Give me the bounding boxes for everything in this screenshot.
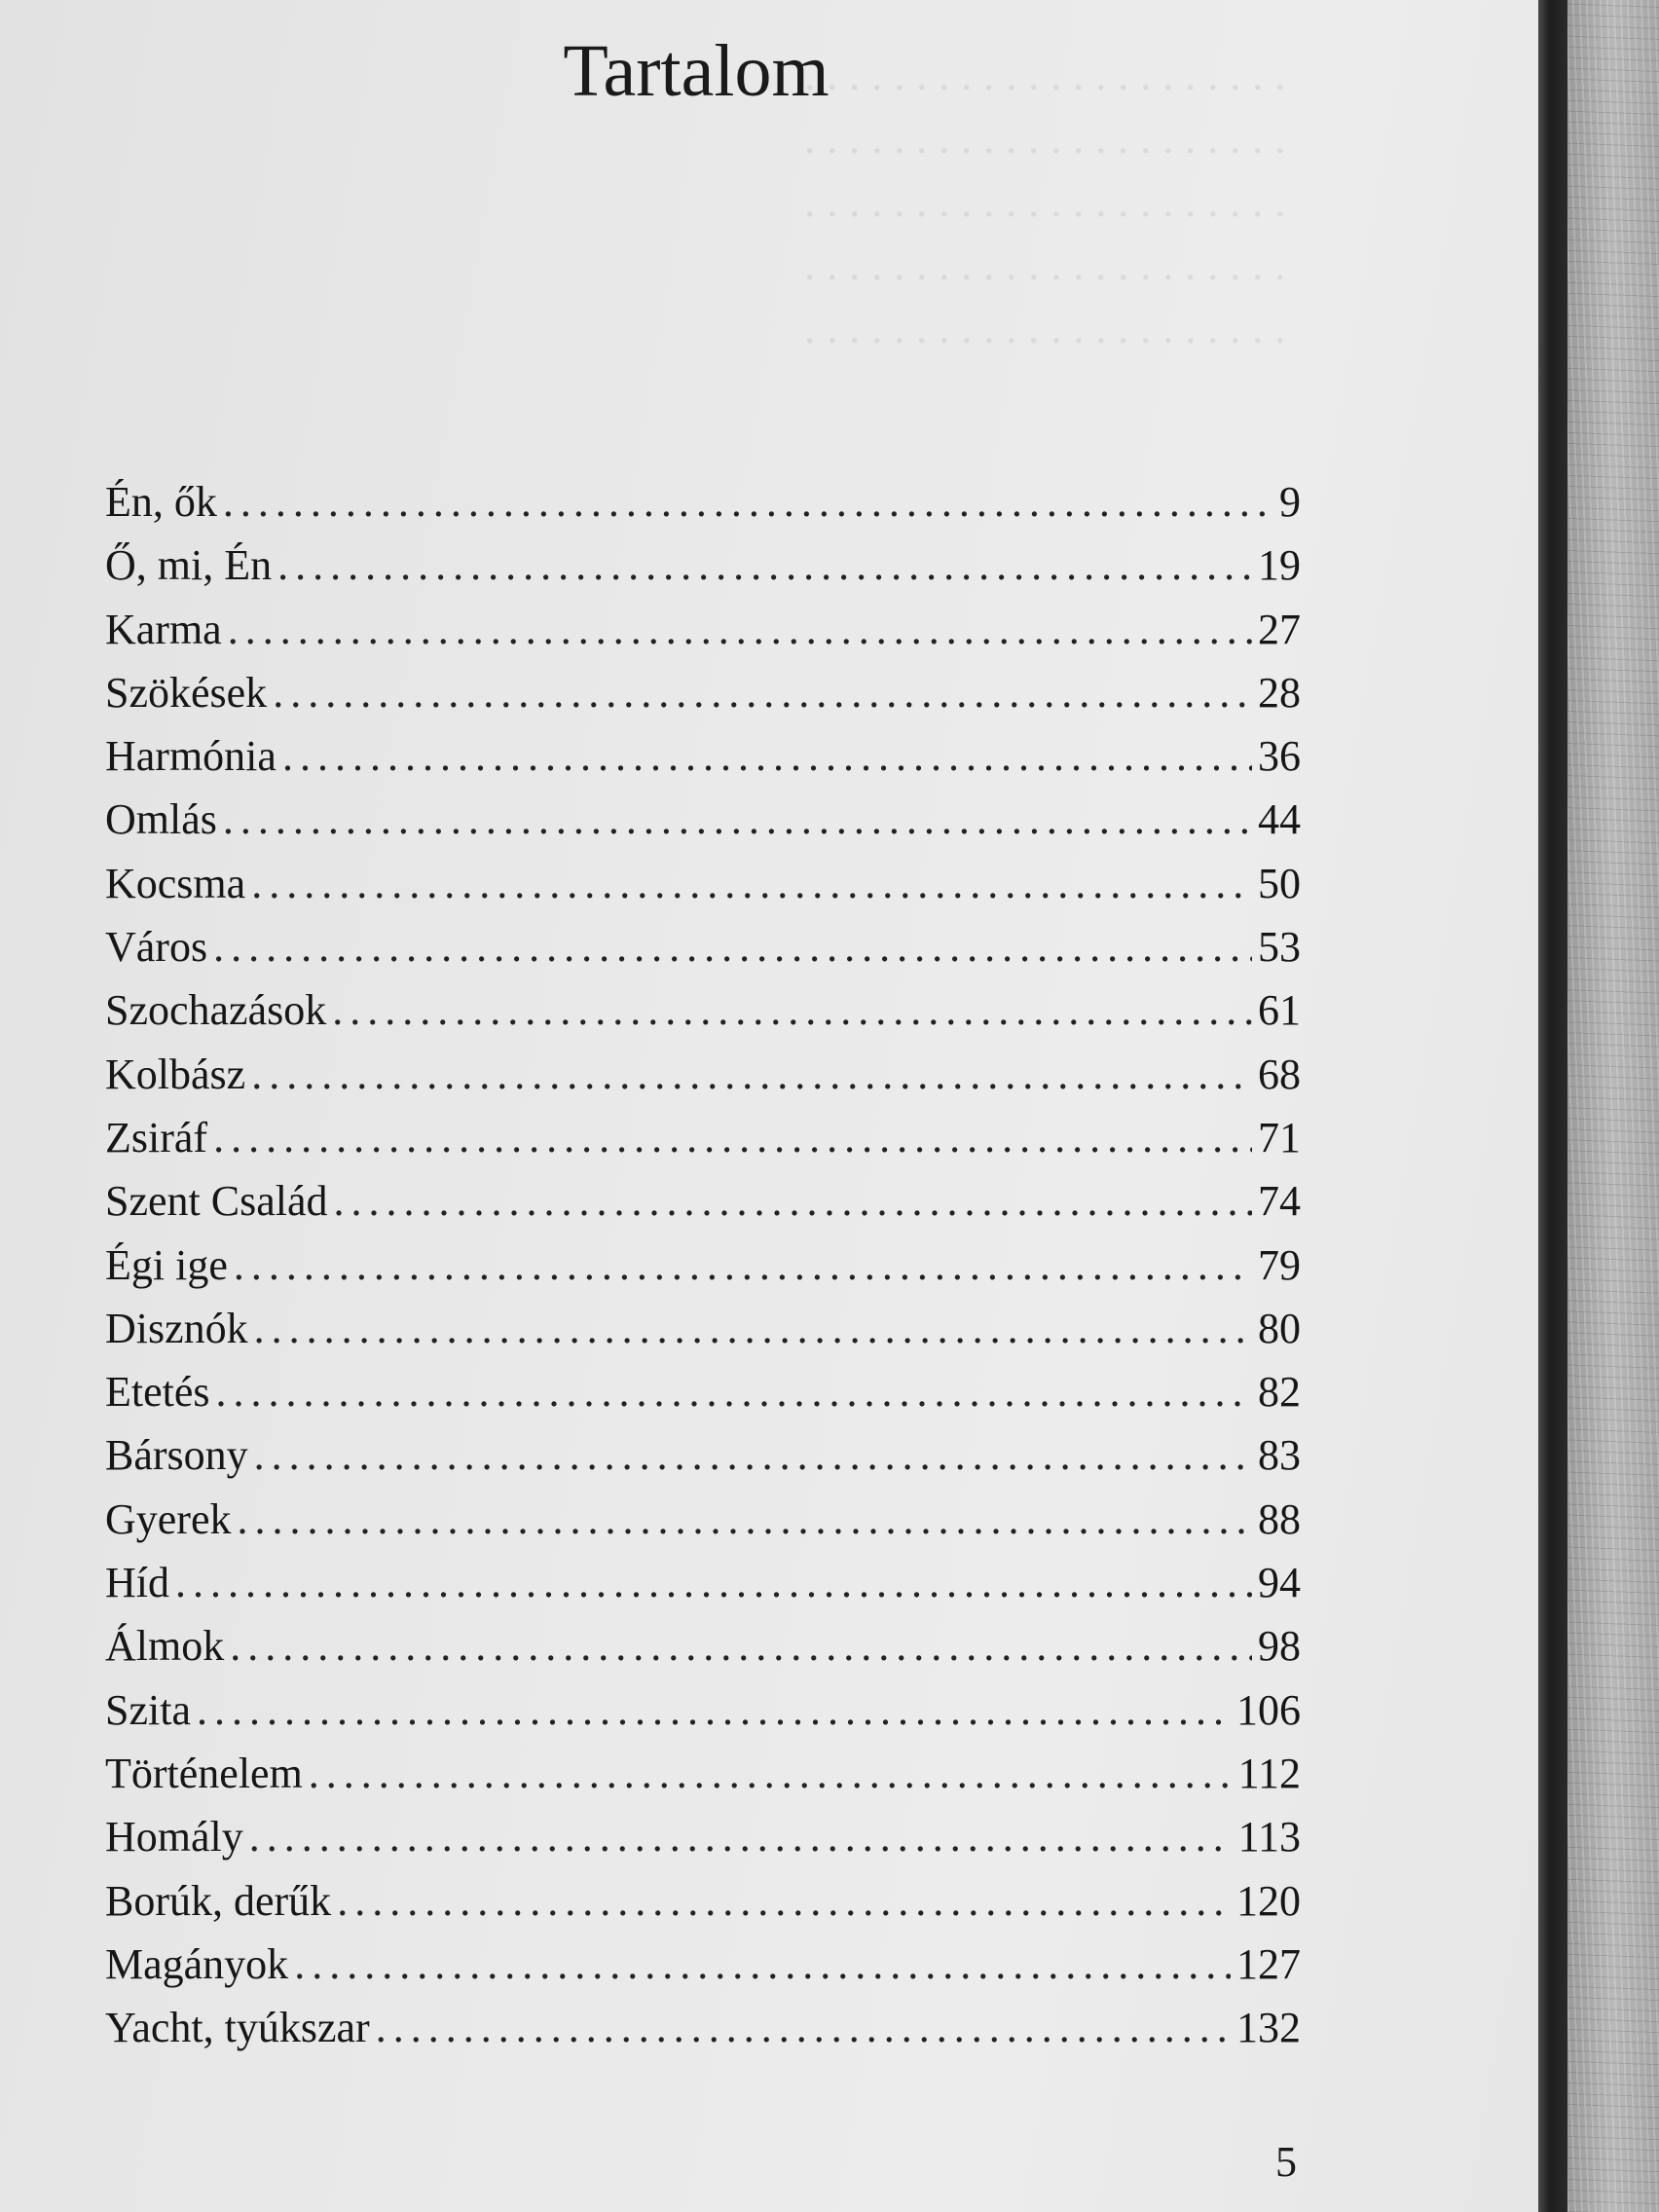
toc-entry-title: Kolbász	[105, 1050, 246, 1098]
dot-leader	[282, 731, 1252, 781]
toc-entry	[105, 731, 1301, 794]
dot-leader	[234, 1240, 1252, 1290]
toc-entry	[105, 1494, 1301, 1558]
toc-entry-page: 44	[1258, 795, 1301, 844]
toc-entry-title: Híd	[105, 1559, 169, 1607]
toc-entry-title: Én, ők	[105, 478, 217, 526]
toc-entry	[105, 1304, 1301, 1367]
toc-entry-page: 74	[1258, 1177, 1301, 1226]
toc-entry-title: Omlás	[105, 795, 217, 844]
toc-entry	[105, 540, 1301, 604]
dot-leader	[223, 794, 1252, 844]
toc-entry	[105, 1113, 1301, 1176]
dot-leader	[238, 1494, 1253, 1544]
toc-entry-page: 127	[1236, 1939, 1301, 1988]
toc-entry-page: 68	[1258, 1050, 1301, 1098]
toc-entry-title: Szita	[105, 1685, 191, 1734]
toc-entry-title: Harmónia	[105, 732, 276, 781]
toc-entry	[105, 922, 1301, 985]
toc-entry-page: 88	[1258, 1494, 1301, 1543]
toc-entry-page: 50	[1258, 859, 1301, 907]
dot-leader	[213, 922, 1252, 972]
dot-leader	[294, 1939, 1231, 1989]
toc-entry	[105, 1050, 1301, 1113]
toc-entry-title: Bársony	[105, 1431, 248, 1480]
toc-entry	[105, 1621, 1301, 1684]
dot-leader	[175, 1558, 1252, 1607]
dot-leader	[273, 668, 1252, 718]
dot-leader	[216, 1367, 1252, 1417]
toc-entry	[105, 1939, 1301, 2003]
toc-entry	[105, 794, 1301, 858]
toc-entry	[105, 985, 1301, 1049]
toc-entry	[105, 477, 1301, 540]
toc-entry	[105, 1240, 1301, 1304]
dot-leader	[277, 540, 1252, 590]
toc-entry	[105, 2003, 1301, 2066]
toc-entry-title: Homály	[105, 1813, 243, 1862]
dot-leader	[251, 859, 1252, 908]
toc-entry-page: 9	[1279, 478, 1301, 526]
toc-entry-page: 120	[1236, 1876, 1301, 1925]
bleed-through-text: . . . . . . . . . . . . . . . . . . . . . .	[803, 240, 1285, 289]
dot-leader	[254, 1304, 1252, 1353]
toc-entry-page: 79	[1258, 1240, 1301, 1289]
dot-leader	[332, 985, 1252, 1035]
bleed-through-text: . . . . . . . . . . . . . . . . . . . . . .	[803, 303, 1285, 352]
dot-leader	[228, 605, 1252, 654]
toc-entry-page: 132	[1236, 2004, 1301, 2052]
toc-entry-title: Disznók	[105, 1304, 248, 1352]
dot-leader	[309, 1749, 1233, 1798]
dot-leader	[223, 477, 1273, 527]
dot-leader	[376, 2003, 1231, 2052]
toc-entry-title: Kocsma	[105, 859, 246, 907]
toc-entry-title: Ő, mi, Én	[105, 541, 273, 590]
toc-entry-page: 36	[1258, 732, 1301, 781]
toc-entry-title: Álmok	[105, 1622, 225, 1671]
book-cover-edge	[1538, 0, 1567, 2212]
toc-entry	[105, 859, 1301, 922]
toc-entry	[105, 668, 1301, 731]
page-title: Tartalom	[563, 30, 830, 112]
page-number: 5	[1275, 2138, 1297, 2186]
toc-entry-page: 80	[1258, 1304, 1301, 1352]
dot-leader	[197, 1685, 1231, 1735]
toc-entry-page: 53	[1258, 923, 1301, 972]
toc-entry-title: Égi ige	[105, 1240, 228, 1289]
dot-leader	[334, 1176, 1252, 1226]
toc-entry-title: Magányok	[105, 1939, 289, 1988]
toc-entry-title: Szochazások	[105, 986, 327, 1035]
toc-entry-page: 82	[1258, 1368, 1301, 1417]
toc-entry	[105, 1367, 1301, 1430]
dot-leader	[251, 1050, 1252, 1099]
toc-entry-page: 27	[1258, 605, 1301, 653]
toc-entry-title: Yacht, tyúkszar	[105, 2004, 370, 2052]
toc-entry-page: 19	[1258, 541, 1301, 590]
toc-entry-title: Szent Család	[105, 1177, 328, 1226]
bleed-through-text: . . . . . . . . . . . . . . . . . . . . . .	[803, 113, 1285, 163]
toc-entry-title: Szökések	[105, 668, 268, 717]
toc-entry-page: 71	[1258, 1113, 1301, 1161]
toc-entry-page: 83	[1258, 1431, 1301, 1480]
bleed-through-text: . . . . . . . . . . . . . . . . . . . . . .	[803, 176, 1285, 226]
toc-entry-title: Történelem	[105, 1749, 303, 1797]
toc-entry	[105, 1685, 1301, 1749]
toc-entry-page: 113	[1237, 1813, 1301, 1862]
toc-entry-page: 94	[1258, 1559, 1301, 1607]
toc-entry	[105, 605, 1301, 668]
toc-entry	[105, 1430, 1301, 1493]
bleed-through-text: . . . . . . . . . . . . . . . . . . . . . .	[803, 50, 1285, 99]
toc-entry-title: Etetés	[105, 1368, 210, 1417]
toc-entry-page: 98	[1258, 1622, 1301, 1671]
toc-entry	[105, 1176, 1301, 1239]
toc-entry	[105, 1558, 1301, 1621]
dot-leader	[254, 1430, 1252, 1480]
toc-entry-page: 28	[1258, 668, 1301, 717]
toc-entry-page: 61	[1258, 986, 1301, 1035]
toc-entry	[105, 1749, 1301, 1812]
dot-leader	[337, 1876, 1231, 1926]
dot-leader	[230, 1621, 1252, 1671]
dot-leader	[213, 1113, 1252, 1162]
toc-entry-page: 112	[1237, 1749, 1301, 1797]
toc-entry-title: Karma	[105, 605, 222, 653]
toc-entry-page: 106	[1236, 1685, 1301, 1734]
toc-entry-title: Borúk, derűk	[105, 1876, 332, 1925]
toc-entry	[105, 1876, 1301, 1939]
dot-leader	[249, 1812, 1233, 1862]
background-surface	[1567, 0, 1659, 2212]
toc-entry-title: Gyerek	[105, 1494, 232, 1543]
toc-entry	[105, 1812, 1301, 1875]
table-of-contents	[105, 477, 1301, 2066]
toc-entry-title: Zsiráf	[105, 1113, 208, 1161]
toc-entry-title: Város	[105, 923, 208, 972]
